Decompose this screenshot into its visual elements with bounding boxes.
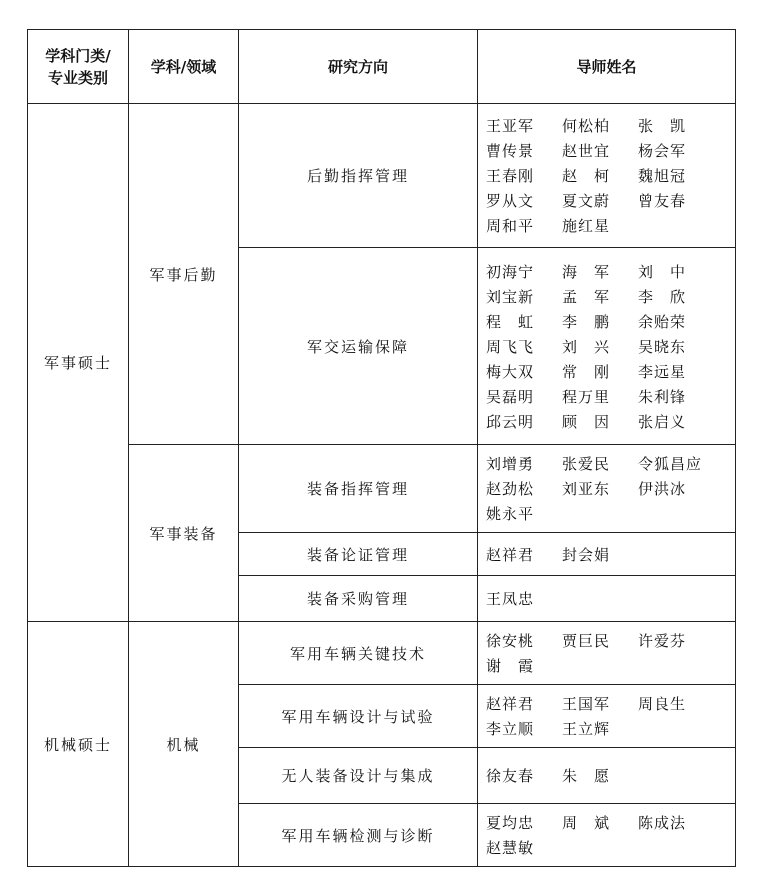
direction-cell: 无人装备设计与集成 [239,748,478,804]
supervisor-name: 令狐昌应 [638,455,703,473]
supervisor-name: 施红星 [562,217,611,235]
supervisor-name: 谢 霞 [486,657,535,675]
names-cell [478,533,736,576]
names-cell [478,104,736,248]
header-row [28,30,736,104]
supervisor-name: 周 斌 [562,814,611,832]
supervisor-name: 周良生 [638,695,687,713]
direction-cell: 军用车辆检测与诊断 [239,804,478,867]
supervisor-name: 赵慧敏 [486,839,535,857]
header-category: 学科门类/专业类别 [28,30,129,104]
supervisor-name: 夏文蔚 [562,192,611,210]
supervisor-name: 刘 兴 [562,337,611,356]
supervisor-name: 赵 柯 [562,167,611,185]
supervisor-name: 曹传景 [486,142,535,160]
supervisor-name: 贾巨民 [562,632,611,650]
table-row [28,104,736,248]
supervisor-name: 罗从文 [486,192,535,210]
supervisor-name: 徐安桃 [486,632,535,650]
supervisor-name: 李 鹏 [562,312,611,331]
supervisor-name: 李远星 [638,362,687,381]
header-subject: 学科/领域 [129,30,239,104]
supervisor-name: 刘增勇 [486,455,535,473]
supervisor-name: 赵祥君 [486,695,535,713]
header-supervisors: 导师姓名 [478,30,736,104]
supervisor-name: 李立顺 [486,720,535,738]
supervisor-name: 程 虹 [486,312,535,331]
supervisor-name: 王国军 [562,695,611,713]
direction-cell: 军交运输保障 [239,248,478,445]
direction-cell: 后勤指挥管理 [239,104,478,248]
supervisor-name: 孟 军 [562,287,611,306]
category-cell: 机械硕士 [28,622,129,867]
supervisor-name: 余贻荣 [638,312,687,331]
subject-cell: 军事装备 [129,445,239,622]
supervisor-name: 朱利锋 [638,387,687,406]
supervisor-name: 刘亚东 [562,480,611,498]
direction-cell: 装备指挥管理 [239,445,478,533]
supervisor-name: 朱 愿 [562,767,611,785]
supervisor-name: 周和平 [486,217,535,235]
names-cell [478,248,736,445]
names-cell [478,576,736,622]
category-cell: 军事硕士 [28,104,129,622]
names-cell [478,804,736,867]
names-cell [478,445,736,533]
supervisor-name: 吴晓东 [638,337,687,356]
supervisor-name: 伊洪冰 [638,480,687,498]
supervisor-name: 陈成法 [638,814,687,832]
supervisor-name: 李 欣 [638,287,687,306]
supervisor-table [27,29,736,867]
supervisor-name: 徐友春 [486,767,535,785]
supervisor-name: 初海宁 [486,262,535,281]
supervisor-name: 梅大双 [486,362,535,381]
supervisor-name: 张爱民 [562,455,611,473]
direction-cell: 装备采购管理 [239,576,478,622]
supervisor-name: 程万里 [562,387,611,406]
supervisor-name: 赵世宜 [562,142,611,160]
supervisor-name: 周飞飞 [486,337,535,356]
supervisor-name: 王凤忠 [486,590,535,608]
supervisor-name: 刘宝新 [486,287,535,306]
direction-cell: 军用车辆设计与试验 [239,685,478,748]
supervisor-name: 何松柏 [562,117,611,135]
supervisor-name: 赵祥君 [486,545,535,564]
supervisor-name: 海 军 [562,262,611,281]
direction-cell: 军用车辆关键技术 [239,622,478,685]
supervisor-name: 顾 因 [562,412,611,431]
supervisor-name: 夏均忠 [486,814,535,832]
subject-cell: 军事后勤 [129,104,239,445]
names-cell [478,685,736,748]
supervisor-name: 王春刚 [486,167,535,185]
supervisor-name: 张启义 [638,412,687,431]
names-cell [478,622,736,685]
direction-cell: 装备论证管理 [239,533,478,576]
supervisor-name: 王亚军 [486,117,535,135]
supervisor-name: 王立辉 [562,720,611,738]
header-direction: 研究方向 [239,30,478,104]
supervisor-name: 魏旭冠 [638,167,687,185]
supervisor-name: 邱云明 [486,412,535,431]
supervisor-name: 吴磊明 [486,387,535,406]
supervisor-name: 曾友春 [638,192,687,210]
supervisor-name: 许爱芬 [638,632,687,650]
subject-cell: 机械 [129,622,239,867]
supervisor-name: 刘 中 [638,262,687,281]
supervisor-name: 姚永平 [486,505,535,523]
table-row [28,622,736,685]
names-cell [478,748,736,804]
supervisor-name: 封会娟 [562,545,611,564]
supervisor-name: 赵劲松 [486,480,535,498]
supervisor-name: 杨会军 [638,142,687,160]
table-row [28,445,736,533]
supervisor-name: 常 刚 [562,362,611,381]
supervisor-name: 张 凯 [638,117,687,135]
